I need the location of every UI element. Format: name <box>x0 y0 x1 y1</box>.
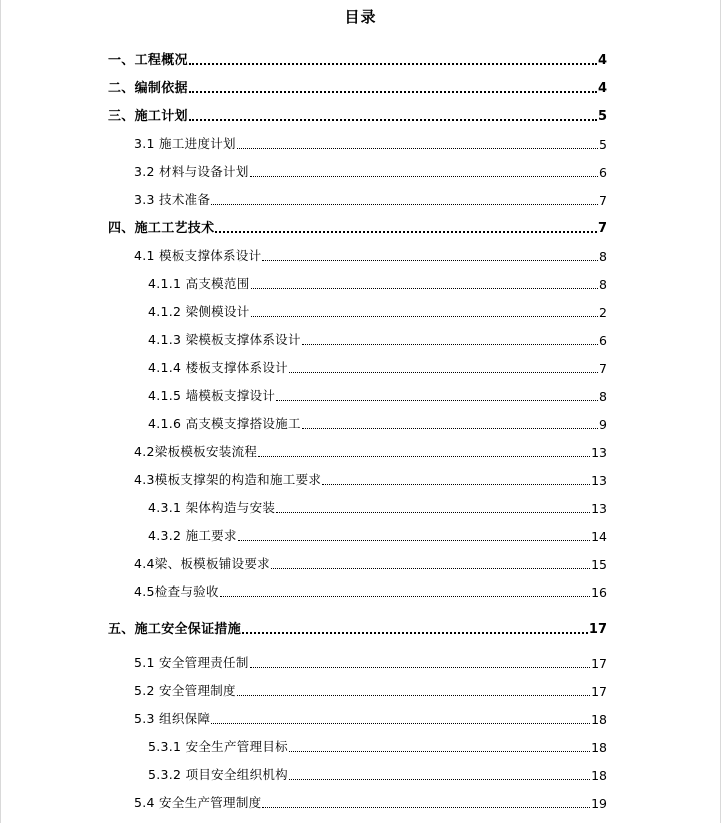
toc-dot-leader <box>242 632 588 634</box>
toc-entry[interactable] <box>134 554 607 572</box>
toc-dot-leader <box>302 428 598 429</box>
toc-entry-page: 5 <box>599 137 607 152</box>
toc-entry-page: 15 <box>591 557 607 572</box>
toc-entry[interactable] <box>108 50 607 68</box>
toc-entry-label: 五、施工安全保证措施 <box>108 622 242 637</box>
toc-entry-page: 4 <box>597 53 607 68</box>
toc-entry-page: 17 <box>591 684 607 699</box>
toc-entry-page: 8 <box>599 389 607 404</box>
toc-entry-page: 16 <box>591 585 607 600</box>
toc-entry-label: 4.1.5 墙模板支撑设计 <box>148 388 276 403</box>
toc-entry[interactable] <box>108 218 607 236</box>
toc-entry[interactable] <box>134 653 607 671</box>
toc-entry[interactable] <box>148 386 607 404</box>
toc-dot-leader <box>258 456 590 457</box>
toc-entry-label: 二、编制依据 <box>108 81 188 96</box>
toc-entry-label: 3.1 施工进度计划 <box>134 136 236 151</box>
toc-entry-page: 18 <box>591 740 607 755</box>
toc-dot-leader <box>289 372 598 373</box>
toc-dot-leader <box>189 119 597 121</box>
toc-entry[interactable] <box>134 470 607 488</box>
toc-entry-page: 13 <box>591 473 607 488</box>
toc-dot-leader <box>276 400 598 401</box>
toc-entry[interactable] <box>134 681 607 699</box>
toc-entry[interactable] <box>148 526 607 544</box>
toc-entry[interactable] <box>134 190 607 208</box>
toc-entry-page: 7 <box>599 361 607 376</box>
toc-entry[interactable] <box>108 619 607 637</box>
page-title: 目录 <box>344 8 377 26</box>
toc-entry[interactable] <box>148 302 607 320</box>
toc-entry-page: 2 <box>599 305 607 320</box>
toc-dot-leader <box>289 779 590 780</box>
toc-entry-label: 4.1.3 梁模板支撑体系设计 <box>148 332 301 347</box>
toc-entry-label: 5.3.2 项目安全组织机构 <box>148 767 288 782</box>
toc-entry-page: 7 <box>597 221 607 236</box>
toc-dot-leader <box>215 231 597 233</box>
toc-entry[interactable] <box>148 737 607 755</box>
toc-entry-label: 3.3 技术准备 <box>134 192 211 207</box>
toc-entry-label: 4.1.6 高支模支撑搭设施工 <box>148 416 301 431</box>
toc-entry-page: 19 <box>591 796 607 811</box>
toc-dot-leader <box>211 204 598 205</box>
toc-dot-leader <box>262 807 590 808</box>
toc-dot-leader <box>276 512 590 513</box>
toc-entry-page: 18 <box>591 712 607 727</box>
toc-dot-leader <box>189 91 597 93</box>
toc-entry[interactable] <box>148 330 607 348</box>
toc-entry-label: 4.1.4 楼板支撑体系设计 <box>148 360 288 375</box>
toc-dot-leader <box>302 344 598 345</box>
toc-entry[interactable] <box>134 582 607 600</box>
toc-dot-leader <box>251 316 598 317</box>
toc-entry[interactable] <box>134 162 607 180</box>
toc-entry-page: 13 <box>591 501 607 516</box>
toc-entry-label: 四、施工工艺技术 <box>108 221 215 236</box>
toc-entry-label: 5.2 安全管理制度 <box>134 683 236 698</box>
toc-entry-page: 4 <box>597 81 607 96</box>
toc-entry-page: 13 <box>591 445 607 460</box>
toc-entry-label: 3.2 材料与设备计划 <box>134 164 249 179</box>
toc-entry-page: 17 <box>591 656 607 671</box>
toc-dot-leader <box>250 176 598 177</box>
toc-entry-label: 5.3 组织保障 <box>134 711 211 726</box>
toc-entry[interactable] <box>134 709 607 727</box>
toc-dot-leader <box>220 596 590 597</box>
toc-entry[interactable] <box>134 134 607 152</box>
toc-dot-leader <box>251 288 598 289</box>
toc-entry[interactable] <box>148 765 607 783</box>
toc-entry-label: 4.3模板支撑架的构造和施工要求 <box>134 472 322 487</box>
toc-entry[interactable] <box>148 358 607 376</box>
toc-entry-label: 5.3.1 安全生产管理目标 <box>148 739 288 754</box>
toc-entry-label: 4.1 模板支撑体系设计 <box>134 248 262 263</box>
toc-dot-leader <box>238 540 590 541</box>
toc-dot-leader <box>289 751 590 752</box>
toc-entry-label: 4.5检查与验收 <box>134 584 219 599</box>
toc-entry[interactable] <box>134 246 607 264</box>
toc-entry-label: 4.3.1 架体构造与安装 <box>148 500 276 515</box>
toc-entry-label: 一、工程概况 <box>108 53 188 68</box>
toc-entry-label: 4.3.2 施工要求 <box>148 528 237 543</box>
toc-entry-page: 14 <box>591 529 607 544</box>
toc-entry[interactable] <box>148 414 607 432</box>
toc-entry-page: 8 <box>599 277 607 292</box>
toc-dot-leader <box>271 568 590 569</box>
toc-dot-leader <box>322 484 590 485</box>
toc-entry-label: 4.2梁板模板安装流程 <box>134 444 258 459</box>
toc-entry[interactable] <box>108 78 607 96</box>
toc-entry[interactable] <box>134 793 607 811</box>
toc-entry[interactable] <box>148 498 607 516</box>
toc-entry[interactable] <box>134 442 607 460</box>
toc-entry-page: 7 <box>599 193 607 208</box>
toc-entry[interactable] <box>148 274 607 292</box>
toc-entry-page: 6 <box>599 333 607 348</box>
toc-entry-page: 6 <box>599 165 607 180</box>
toc-entry-label: 4.1.1 高支模范围 <box>148 276 250 291</box>
page-edge-left <box>0 0 1 823</box>
toc-dot-leader <box>211 723 590 724</box>
toc-dot-leader <box>237 695 590 696</box>
toc-entry-label: 5.4 安全生产管理制度 <box>134 795 262 810</box>
toc-entry-page: 5 <box>597 109 607 124</box>
toc-entry-label: 4.1.2 梁侧模设计 <box>148 304 250 319</box>
toc-dot-leader <box>250 667 590 668</box>
toc-entry-page: 17 <box>588 622 607 637</box>
toc-entry-page: 8 <box>599 249 607 264</box>
toc-entry-label: 三、施工计划 <box>108 109 188 124</box>
toc-entry[interactable] <box>108 106 607 124</box>
toc-entry-label: 4.4梁、板模板铺设要求 <box>134 556 270 571</box>
toc-entry-page: 18 <box>591 768 607 783</box>
toc-entry-page: 9 <box>599 417 607 432</box>
toc-dot-leader <box>262 260 598 261</box>
toc-dot-leader <box>189 63 597 65</box>
toc-dot-leader <box>237 148 598 149</box>
toc-entry-label: 5.1 安全管理责任制 <box>134 655 249 670</box>
